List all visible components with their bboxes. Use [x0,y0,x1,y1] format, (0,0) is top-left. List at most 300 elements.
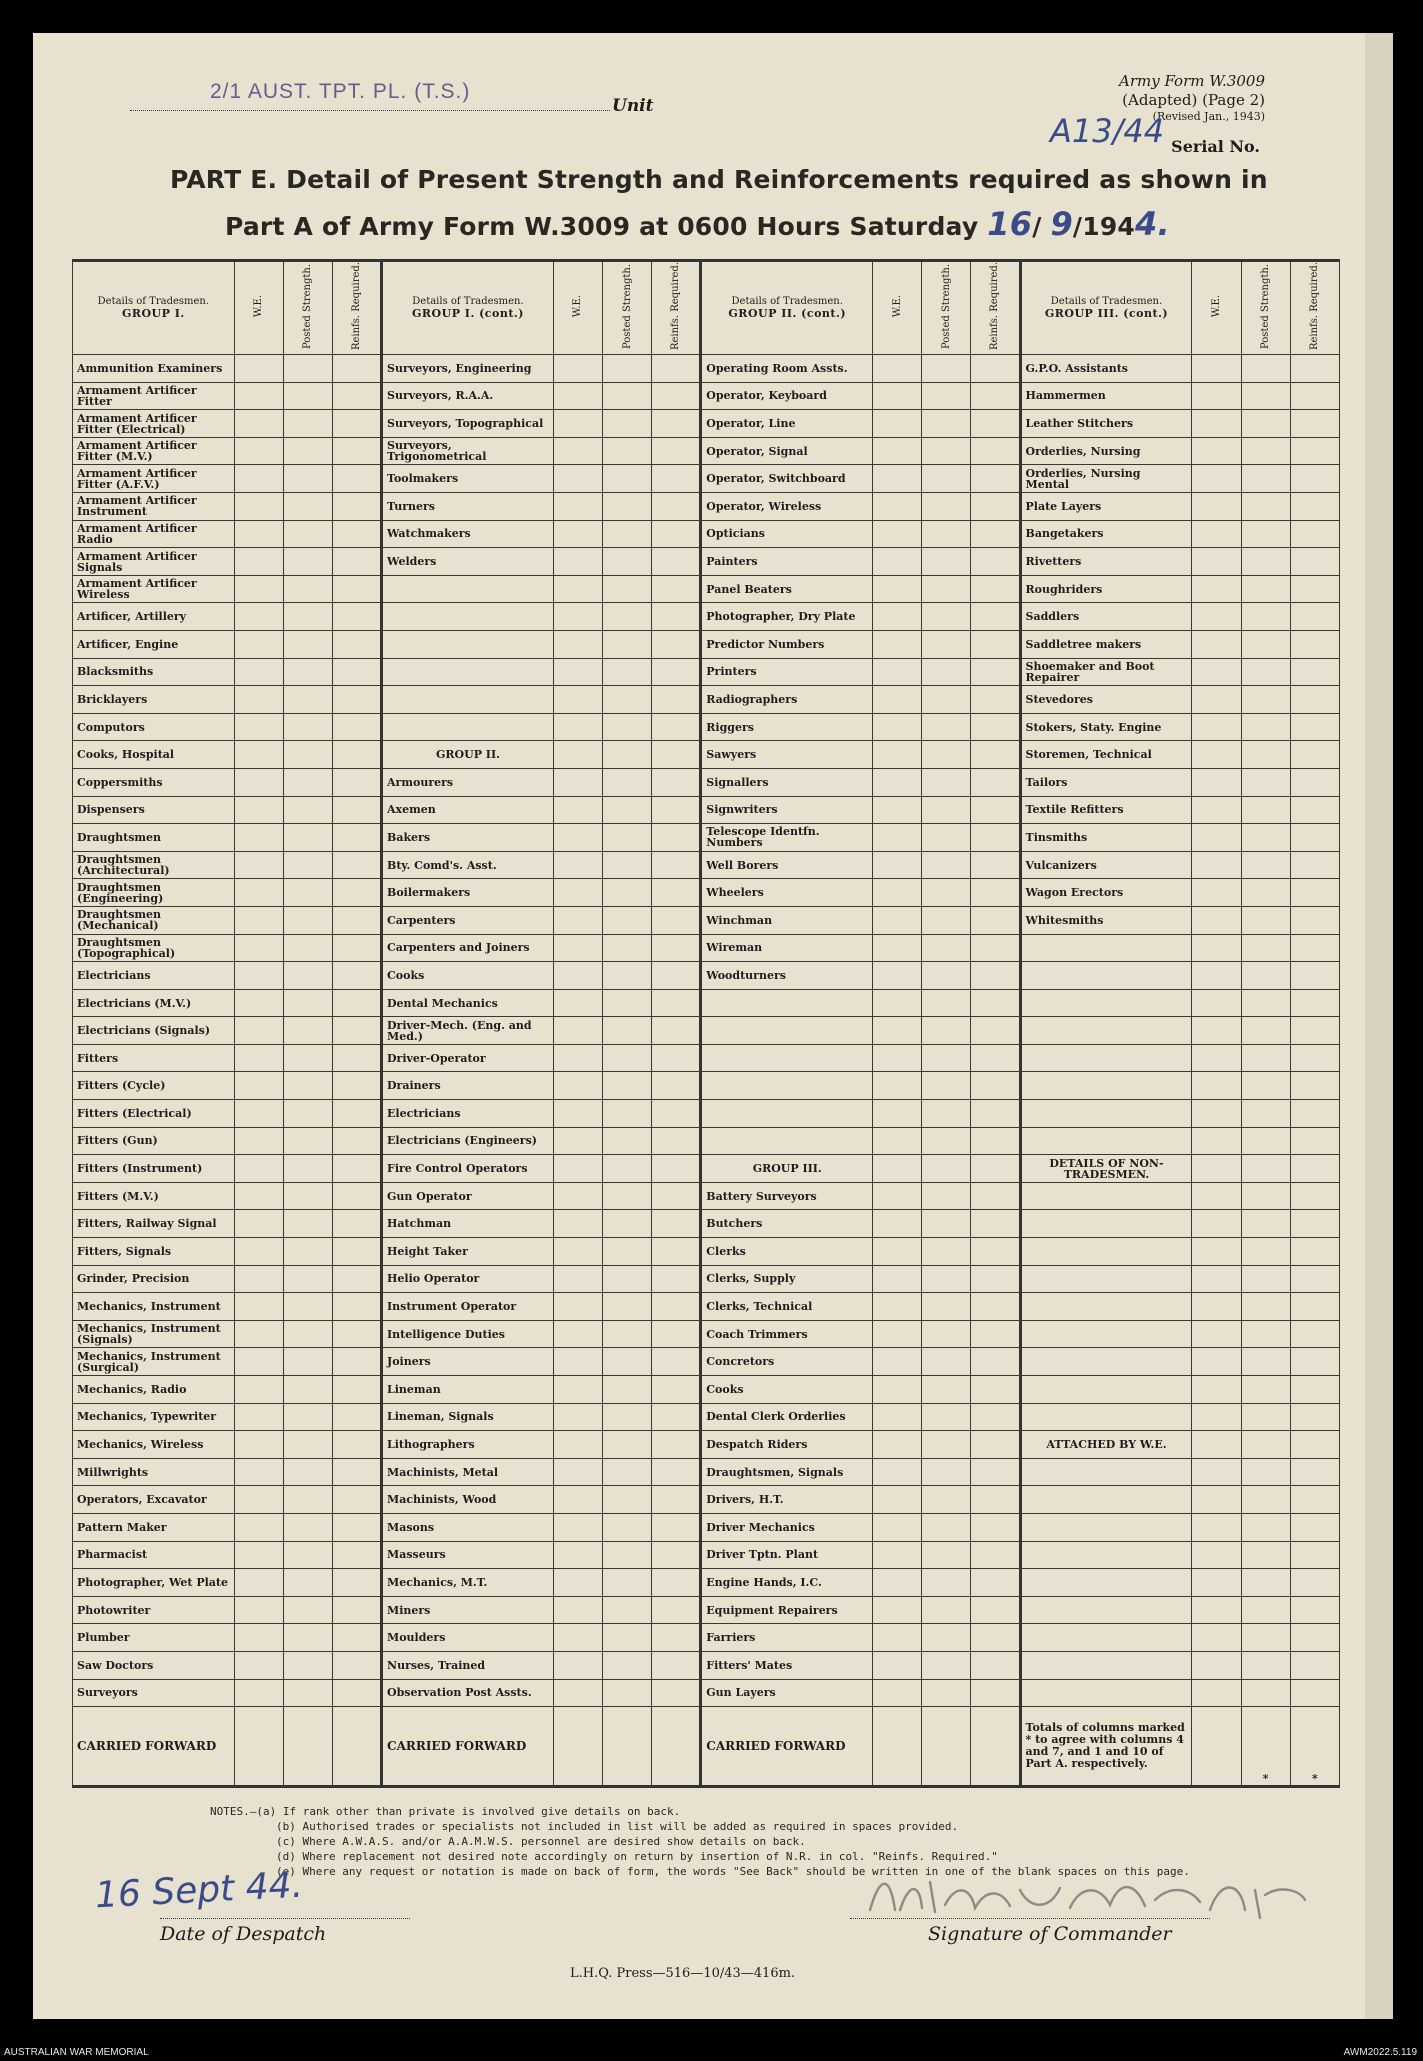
input-cell[interactable] [922,548,971,576]
input-cell[interactable] [332,1403,381,1431]
input-cell[interactable] [873,851,922,879]
input-cell[interactable] [873,1513,922,1541]
input-cell[interactable] [603,686,652,714]
input-cell[interactable] [603,1210,652,1238]
input-cell[interactable] [603,1651,652,1679]
input-cell[interactable] [553,768,602,796]
input-cell[interactable] [283,768,332,796]
input-cell[interactable] [553,1100,602,1128]
input-cell[interactable] [603,1431,652,1459]
input-cell[interactable] [283,1127,332,1155]
input-cell[interactable] [922,1293,971,1321]
input-cell[interactable] [332,713,381,741]
input-cell[interactable] [332,879,381,907]
input-cell[interactable] [234,1182,283,1210]
input-cell[interactable] [553,713,602,741]
input-cell[interactable] [553,603,602,631]
input-cell[interactable] [283,1651,332,1679]
input-cell[interactable] [1192,493,1241,521]
input-cell[interactable] [971,879,1020,907]
input-cell[interactable] [332,686,381,714]
input-cell[interactable] [1192,1238,1241,1266]
input-cell[interactable] [283,851,332,879]
input-cell[interactable] [1241,1127,1290,1155]
input-cell[interactable] [1290,1100,1339,1128]
input-cell[interactable] [652,1596,701,1624]
input-cell[interactable] [1290,989,1339,1017]
input-cell[interactable] [1192,1431,1241,1459]
input-cell[interactable] [873,1348,922,1376]
input-cell[interactable] [873,437,922,465]
input-cell[interactable] [283,1403,332,1431]
input-cell[interactable] [922,1707,971,1787]
input-cell[interactable] [553,630,602,658]
input-cell[interactable] [603,1624,652,1652]
input-cell[interactable] [1192,1210,1241,1238]
input-cell[interactable] [332,520,381,548]
input-cell[interactable] [971,713,1020,741]
input-cell[interactable] [1241,1569,1290,1597]
input-cell[interactable] [652,989,701,1017]
input-cell[interactable] [332,658,381,686]
input-cell[interactable] [1241,879,1290,907]
input-cell[interactable] [652,1651,701,1679]
input-cell[interactable] [1290,686,1339,714]
input-cell[interactable] [922,824,971,852]
input-cell[interactable] [652,906,701,934]
input-cell[interactable] [971,1651,1020,1679]
input-cell[interactable] [332,796,381,824]
input-cell[interactable] [1192,1376,1241,1404]
input-cell[interactable] [553,658,602,686]
input-cell[interactable] [971,934,1020,962]
input-cell[interactable] [652,630,701,658]
input-cell[interactable] [971,1182,1020,1210]
input-cell[interactable] [971,1238,1020,1266]
input-cell[interactable] [873,1431,922,1459]
input-cell[interactable] [1290,1624,1339,1652]
input-cell[interactable] [603,906,652,934]
input-cell[interactable] [553,1210,602,1238]
input-cell[interactable] [332,1624,381,1652]
input-cell[interactable] [332,1100,381,1128]
input-cell[interactable] [922,1679,971,1707]
input-cell[interactable] [603,603,652,631]
input-cell[interactable] [603,1293,652,1321]
input-cell[interactable] [1290,962,1339,990]
input-cell[interactable] [234,768,283,796]
input-cell[interactable] [922,1238,971,1266]
input-cell[interactable] [553,1651,602,1679]
input-cell[interactable] [652,1293,701,1321]
input-cell[interactable] [922,1624,971,1652]
input-cell[interactable] [553,520,602,548]
input-cell[interactable] [332,768,381,796]
input-cell[interactable] [1192,768,1241,796]
input-cell[interactable] [603,934,652,962]
input-cell[interactable] [283,1210,332,1238]
input-cell[interactable] [553,1624,602,1652]
input-cell[interactable] [922,658,971,686]
input-cell[interactable] [873,465,922,493]
input-cell[interactable] [922,934,971,962]
input-cell[interactable] [283,548,332,576]
input-cell[interactable] [922,1182,971,1210]
input-cell[interactable] [652,548,701,576]
input-cell[interactable] [332,1348,381,1376]
input-cell[interactable] [603,989,652,1017]
input-cell[interactable] [332,906,381,934]
input-cell[interactable] [922,630,971,658]
input-cell[interactable] [1290,1044,1339,1072]
input-cell[interactable] [1290,1596,1339,1624]
input-cell[interactable] [603,465,652,493]
input-cell[interactable] [332,630,381,658]
input-cell[interactable] [603,713,652,741]
input-cell[interactable] [652,824,701,852]
input-cell[interactable] [922,382,971,410]
input-cell[interactable] [1290,934,1339,962]
input-cell[interactable] [652,1017,701,1045]
input-cell[interactable] [652,382,701,410]
input-cell[interactable] [1241,768,1290,796]
input-cell[interactable] [1241,1679,1290,1707]
input-cell[interactable] [922,962,971,990]
input-cell[interactable] [283,1265,332,1293]
input-cell[interactable] [652,1155,701,1183]
input-cell[interactable] [971,1458,1020,1486]
input-cell[interactable] [1192,906,1241,934]
input-cell[interactable] [332,1293,381,1321]
input-cell[interactable] [553,989,602,1017]
input-cell[interactable] [234,686,283,714]
input-cell[interactable] [1290,1293,1339,1321]
input-cell[interactable] [1241,1651,1290,1679]
input-cell[interactable] [873,630,922,658]
input-cell[interactable] [971,1072,1020,1100]
input-cell[interactable] [332,548,381,576]
input-cell[interactable] [1290,1210,1339,1238]
input-cell[interactable] [283,906,332,934]
input-cell[interactable] [283,796,332,824]
input-cell[interactable] [971,1541,1020,1569]
input-cell[interactable] [873,1403,922,1431]
input-cell[interactable] [553,824,602,852]
input-cell[interactable] [971,1348,1020,1376]
input-cell[interactable] [603,1238,652,1266]
input-cell[interactable] [283,741,332,769]
input-cell[interactable] [332,1651,381,1679]
input-cell[interactable] [1241,851,1290,879]
input-cell[interactable] [1290,1486,1339,1514]
input-cell[interactable] [234,1651,283,1679]
input-cell[interactable] [283,686,332,714]
input-cell[interactable] [1192,1651,1241,1679]
input-cell[interactable] [971,824,1020,852]
input-cell[interactable] [652,1348,701,1376]
input-cell[interactable] [1192,1017,1241,1045]
input-cell[interactable] [332,1431,381,1459]
input-cell[interactable] [553,796,602,824]
input-cell[interactable] [922,906,971,934]
input-cell[interactable] [283,1486,332,1514]
input-cell[interactable] [603,824,652,852]
input-cell[interactable] [971,1431,1020,1459]
input-cell[interactable] [234,1348,283,1376]
input-cell[interactable] [283,1569,332,1597]
input-cell[interactable] [1290,1541,1339,1569]
input-cell[interactable] [332,1238,381,1266]
input-cell[interactable] [234,1072,283,1100]
input-cell[interactable] [1241,686,1290,714]
input-cell[interactable] [922,1513,971,1541]
input-cell[interactable] [1241,1072,1290,1100]
input-cell[interactable] [971,1513,1020,1541]
input-cell[interactable] [922,1044,971,1072]
input-cell[interactable] [873,575,922,603]
input-cell[interactable] [971,962,1020,990]
input-cell[interactable] [553,934,602,962]
input-cell[interactable] [332,1072,381,1100]
input-cell[interactable] [1241,1182,1290,1210]
input-cell[interactable] [922,575,971,603]
input-cell[interactable] [553,962,602,990]
input-cell[interactable] [1290,1155,1339,1183]
input-cell[interactable] [1290,1513,1339,1541]
input-cell[interactable] [1192,1044,1241,1072]
input-cell[interactable] [1290,1182,1339,1210]
input-cell[interactable] [873,1127,922,1155]
input-cell[interactable] [873,1044,922,1072]
input-cell[interactable] [553,382,602,410]
input-cell[interactable] [873,658,922,686]
input-cell[interactable] [652,658,701,686]
input-cell[interactable] [283,410,332,438]
input-cell[interactable] [234,1100,283,1128]
input-cell[interactable] [971,989,1020,1017]
input-cell[interactable] [1290,713,1339,741]
input-cell[interactable] [652,713,701,741]
input-cell[interactable] [603,1155,652,1183]
input-cell[interactable] [1290,437,1339,465]
input-cell[interactable] [971,1486,1020,1514]
input-cell[interactable] [873,962,922,990]
input-cell[interactable] [1192,1155,1241,1183]
input-cell[interactable] [332,1486,381,1514]
input-cell[interactable] [652,1541,701,1569]
input-cell[interactable] [603,1320,652,1348]
input-cell[interactable] [652,962,701,990]
input-cell[interactable] [332,1376,381,1404]
input-cell[interactable] [1241,1155,1290,1183]
input-cell[interactable] [332,1320,381,1348]
input-cell[interactable] [1192,1458,1241,1486]
input-cell[interactable] [922,851,971,879]
input-cell[interactable] [873,796,922,824]
input-cell[interactable] [873,989,922,1017]
input-cell[interactable] [553,1293,602,1321]
input-cell[interactable] [1290,575,1339,603]
input-cell[interactable] [1241,1320,1290,1348]
input-cell[interactable] [1290,1072,1339,1100]
input-cell[interactable] [332,1155,381,1183]
input-cell[interactable] [332,603,381,631]
input-cell[interactable] [652,1127,701,1155]
input-cell[interactable] [603,1458,652,1486]
input-cell[interactable] [1241,741,1290,769]
input-cell[interactable] [1290,520,1339,548]
input-cell[interactable] [553,1017,602,1045]
input-cell[interactable] [1241,1238,1290,1266]
input-cell[interactable] [332,1127,381,1155]
input-cell[interactable] [873,768,922,796]
input-cell[interactable] [603,1679,652,1707]
input-cell[interactable] [1290,630,1339,658]
input-cell[interactable] [971,1707,1020,1787]
input-cell[interactable] [332,741,381,769]
input-cell[interactable] [283,962,332,990]
input-cell[interactable] [1290,1265,1339,1293]
input-cell[interactable] [234,1293,283,1321]
input-cell[interactable] [603,1100,652,1128]
input-cell[interactable] [922,1431,971,1459]
input-cell[interactable] [234,1210,283,1238]
input-cell[interactable] [332,493,381,521]
input-cell[interactable] [283,1541,332,1569]
input-cell[interactable] [1192,1072,1241,1100]
input-cell[interactable] [1290,603,1339,631]
input-cell[interactable] [1290,1651,1339,1679]
input-cell[interactable] [922,603,971,631]
input-cell[interactable] [1192,686,1241,714]
input-cell[interactable] [234,1320,283,1348]
input-cell[interactable] [873,1486,922,1514]
input-cell[interactable] [652,796,701,824]
input-cell[interactable] [652,1513,701,1541]
input-cell[interactable] [283,1155,332,1183]
input-cell[interactable] [1241,1596,1290,1624]
input-cell[interactable] [971,1127,1020,1155]
input-cell[interactable] [283,1624,332,1652]
input-cell[interactable] [1241,410,1290,438]
input-cell[interactable] [1192,1403,1241,1431]
input-cell[interactable] [1192,1348,1241,1376]
input-cell[interactable] [553,1072,602,1100]
input-cell[interactable] [283,989,332,1017]
input-cell[interactable] [1241,658,1290,686]
input-cell[interactable] [652,355,701,383]
input-cell[interactable] [603,382,652,410]
input-cell[interactable] [1290,824,1339,852]
input-cell[interactable] [652,851,701,879]
input-cell[interactable] [971,1293,1020,1321]
input-cell[interactable] [603,1017,652,1045]
input-cell[interactable] [234,603,283,631]
input-cell[interactable] [1241,906,1290,934]
input-cell[interactable] [553,1513,602,1541]
input-cell[interactable] [652,1182,701,1210]
input-cell[interactable] [922,410,971,438]
input-cell[interactable] [1290,548,1339,576]
input-cell[interactable] [332,437,381,465]
input-cell[interactable] [553,1458,602,1486]
input-cell[interactable] [553,1403,602,1431]
input-cell[interactable] [603,1707,652,1787]
input-cell[interactable] [873,1155,922,1183]
input-cell[interactable] [652,686,701,714]
input-cell[interactable] [553,851,602,879]
input-cell[interactable] [603,410,652,438]
input-cell[interactable] [1241,575,1290,603]
input-cell[interactable] [603,741,652,769]
input-cell[interactable] [1241,1348,1290,1376]
input-cell[interactable] [1241,382,1290,410]
input-cell[interactable] [1290,851,1339,879]
input-cell[interactable] [332,1044,381,1072]
input-cell[interactable] [603,1541,652,1569]
input-cell[interactable] [1241,355,1290,383]
input-cell[interactable] [1192,713,1241,741]
input-cell[interactable] [1241,1513,1290,1541]
input-cell[interactable] [873,493,922,521]
input-cell[interactable] [971,768,1020,796]
input-cell[interactable] [234,1624,283,1652]
input-cell[interactable] [234,1541,283,1569]
input-cell[interactable] [873,824,922,852]
input-cell[interactable] [332,1569,381,1597]
input-cell[interactable] [1192,603,1241,631]
input-cell[interactable] [283,355,332,383]
input-cell[interactable] [1241,1376,1290,1404]
input-cell[interactable] [1290,1238,1339,1266]
input-cell[interactable] [1192,1513,1241,1541]
input-cell[interactable] [283,437,332,465]
input-cell[interactable] [234,437,283,465]
input-cell[interactable] [332,1458,381,1486]
input-cell[interactable] [1192,630,1241,658]
input-cell[interactable] [1290,1458,1339,1486]
input-cell[interactable] [332,1679,381,1707]
input-cell[interactable] [283,1431,332,1459]
input-cell[interactable] [1192,410,1241,438]
input-cell[interactable] [553,1127,602,1155]
input-cell[interactable] [1290,768,1339,796]
input-cell[interactable] [971,603,1020,631]
input-cell[interactable] [971,851,1020,879]
input-cell[interactable] [1290,1403,1339,1431]
input-cell[interactable] [1241,713,1290,741]
input-cell[interactable] [234,630,283,658]
input-cell[interactable] [873,548,922,576]
input-cell[interactable] [922,1127,971,1155]
input-cell[interactable] [652,1044,701,1072]
input-cell[interactable] [922,1403,971,1431]
input-cell[interactable] [1192,520,1241,548]
input-cell[interactable] [1192,1320,1241,1348]
input-cell[interactable] [234,713,283,741]
input-cell[interactable] [652,410,701,438]
input-cell[interactable] [1192,989,1241,1017]
input-cell[interactable] [873,1182,922,1210]
input-cell[interactable] [1241,934,1290,962]
input-cell[interactable] [922,879,971,907]
input-cell[interactable] [1290,658,1339,686]
input-cell[interactable] [1192,465,1241,493]
input-cell[interactable] [603,851,652,879]
input-cell[interactable] [922,1348,971,1376]
input-cell[interactable] [652,1403,701,1431]
input-cell[interactable] [553,1679,602,1707]
